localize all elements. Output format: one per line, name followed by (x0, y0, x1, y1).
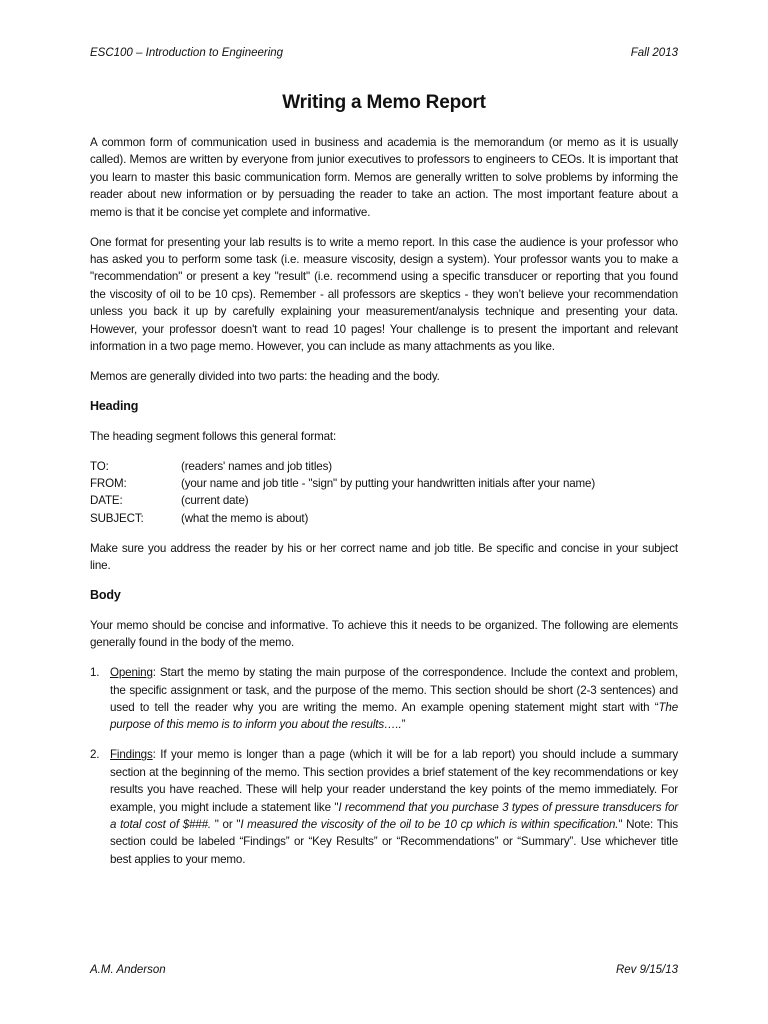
field-label: DATE: (90, 494, 123, 508)
item-text: : If your memo is longer than a page (which it will be for a lab report) you should include a summary section at the beginning of the memo. This section provides a brief statement of the key recommendations or key results you have reached. These will help your reader understand the key points of the memo immediately. For example, you might include a statement like " (110, 748, 678, 814)
field-value: (readers' names and job titles) (181, 459, 332, 473)
field-value: (your name and job title - "sign" by putting your handwritten initials after your name) (181, 476, 596, 490)
list-number: 2. (90, 748, 100, 762)
author-name: A.M. Anderson (90, 964, 166, 976)
field-label: FROM: (90, 476, 127, 490)
item-example-2: I measured the viscosity of the oil to be 10 cp which is within specification. (240, 817, 619, 831)
body-intro: Your memo should be concise and informative. To achieve this it needs to be organized. The following are elements generally found in the body of the memo. (90, 618, 678, 650)
revision-label: Rev 9/15/13 (615, 964, 678, 976)
field-label: SUBJECT: (90, 511, 144, 525)
field-row-subject (90, 510, 678, 527)
heading-intro: The heading segment follows this general format: (90, 429, 337, 443)
field-row-to (90, 458, 678, 475)
format-paragraph: One format for presenting your lab results is to write a memo report. In this case the audience is your professor who has asked you to perform some task (i.e. measure viscosity, design a system). Your professor wants you to make a "recommendation" or present a key "result" (i.e. recommend using a specific transducer or reporting that you found the viscosity of oil to be 10 cps). Remember - all professors are skeptics - they won’t believe your recommendation unless you back it up by carefully explaining your measurement/analysis technique and presenting your data. However, your professor doesn't want to read 10 pages! Your challenge is to present the important and relevant information in a two page memo. However, you can include as many attachments as you like. (90, 235, 678, 353)
parts-paragraph: Memos are generally divided into two parts: the heading and the body. (90, 369, 440, 383)
memo-heading-fields (90, 458, 678, 528)
item-example-1: I recommend that you purchase 3 types of pressure transducers for a total cost of $###. (110, 800, 678, 831)
field-value: (current date) (181, 494, 249, 508)
document-body (90, 134, 678, 881)
heading-section-title: Heading (90, 398, 139, 413)
field-value: (what the memo is about) (181, 511, 309, 525)
field-label: TO: (90, 459, 109, 473)
course-name: ESC100 – Introduction to Engineering (90, 47, 284, 59)
field-row-from (90, 475, 678, 492)
body-section-title: Body (90, 587, 121, 602)
item-mid: " or " (210, 817, 241, 831)
heading-note: Make sure you address the reader by his or her correct name and job title. Be specific and concise in your subject line. (90, 541, 678, 573)
item-example: The purpose of this memo is to inform you about the results….. (110, 701, 678, 732)
list-item-opening (90, 664, 678, 734)
item-end: " Note: This section could be labeled “Findings” or “Key Results” or “Recommendations” or “Summary”. Use whichever title best applies to your memo. (110, 817, 678, 866)
page-title: Writing a Memo Report (282, 92, 486, 113)
item-end: ” (401, 718, 406, 732)
term-label: Fall 2013 (630, 47, 678, 59)
field-row-date (90, 492, 678, 509)
body-elements-list (90, 664, 678, 868)
item-text: : Start the memo by stating the main purpose of the correspondence. Include the context and problem, the specific assignment or task, and the purpose of the memo. This section should be short (2-3 sentences) and used to tell the reader why you are writing the memo. An example opening statement might start with “ (110, 666, 678, 714)
page-header (90, 47, 678, 63)
item-term: Opening (110, 666, 153, 680)
list-item-findings (90, 746, 678, 868)
list-number: 1. (90, 666, 100, 680)
item-term: Findings (110, 748, 153, 762)
page-footer (90, 964, 678, 980)
intro-paragraph: A common form of communication used in business and academia is the memorandum (or memo as it is usually called). Memos are written by everyone from junior executives to professors to engineers to CEOs. It is important that you learn to master this basic communication form. Memos are generally written to solve problems by informing the reader about new information or by persuading the reader to take an action. The most important feature about a memo is that it be concise yet complete and informative. (90, 136, 678, 219)
